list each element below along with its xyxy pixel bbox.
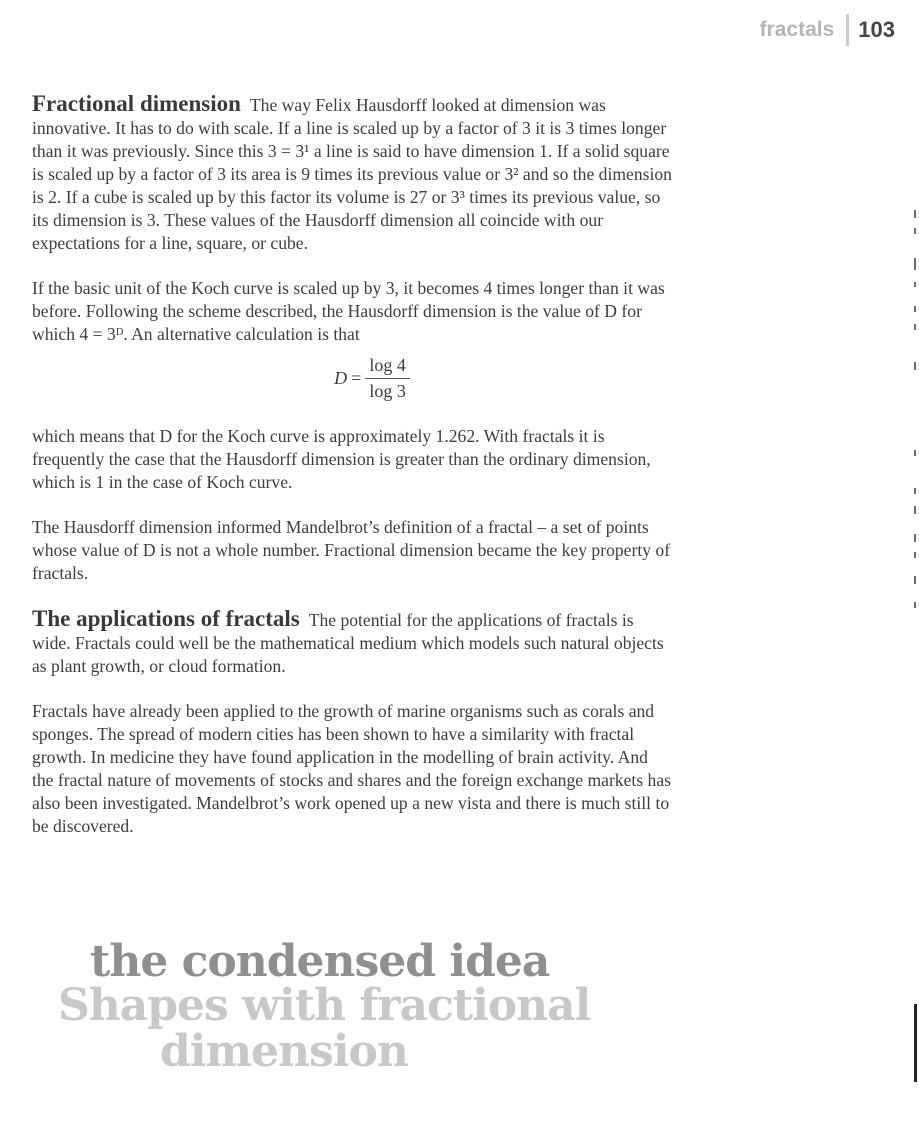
condensed-idea-text (58, 980, 678, 1077)
condensed-idea-box (58, 937, 678, 1075)
page-header (760, 14, 895, 46)
page-edge-bar (914, 1004, 917, 1082)
fractional-dimension-paragraph-2: If the basic unit of the Koch curve is scaled up by 3, it becomes 4 times longer than it was before. Following the scheme described, the Hausdorff dimension is the value of D for which 4 = 3ᴰ. An alternative calculation is that (32, 278, 665, 344)
formula-numerator: log 4 (365, 354, 410, 379)
fd-paragraph-1-text: The way Felix Hausdorff looked at dimension was innovative. It has to do with scale. If a line is scaled up by a factor of 3 it is 3 times longer than it was previously. Since this 3 = 3¹ a line is said to have dimension 1. If a solid square is scaled up by a factor of 3 its area is 9 times its previous value or 3² and so the dimension is 2. If a cube is scaled up by this factor its volume is 27 or 3³ times its previous value, so its dimension is 3. These values of the Hausdorff dimension all coincide with our expectations for a line, square, or cube. (32, 95, 672, 253)
fractional-dimension-paragraph-3: which means that D for the Koch curve is approximately 1.262. With fractals it is frequently the case that the Hausdorff dimension is greater than the ordinary dimension, which is 1 in the case of Koch curve. (32, 426, 651, 492)
edge-mark (914, 258, 916, 270)
fractional-dimension-paragraph-1 (32, 92, 672, 255)
edge-mark (914, 576, 916, 584)
condensed-line-2: dimension (160, 1026, 408, 1077)
hausdorff-formula (52, 354, 692, 403)
applications-paragraph-2: Fractals have already been applied to the growth of marine organisms such as corals and sponges. The spread of modern cities has been shown to have a similarity with fractal growth. In medicine they have found application in the modelling of brain activity. And the fractal nature of movements of stocks and shares and the foreign exchange markets has also been investigated. Mandelbrot’s work opened up a new vista and there is much still to be discovered. (32, 701, 672, 836)
formula-variable: D (334, 368, 348, 388)
section-title: fractals (759, 18, 835, 41)
edge-mark (914, 602, 916, 608)
condensed-line-1: Shapes with fractional (58, 980, 591, 1031)
applications-paragraph-1-text: The potential for the applications of fractals is wide. Fractals could well be the mathematical medium which models such natural objects as plant growth, or cloud formation. (32, 610, 664, 676)
page-edge-marks (911, 0, 919, 1147)
edge-mark (914, 282, 916, 287)
edge-mark (914, 450, 916, 456)
edge-mark (914, 488, 916, 494)
edge-mark (914, 534, 916, 542)
formula-equals: = (351, 368, 362, 388)
applications-heading: The applications of fractals (32, 606, 300, 631)
fractional-dimension-heading: Fractional dimension (32, 91, 241, 116)
edge-mark (914, 552, 916, 558)
main-text (32, 92, 672, 860)
condensed-idea-label: the condensed idea (90, 936, 550, 987)
header-divider (846, 14, 849, 46)
edge-mark (914, 362, 916, 370)
edge-mark (914, 228, 916, 234)
applications-paragraph-1 (32, 607, 672, 678)
page-number: 103 (858, 17, 895, 42)
edge-mark (914, 306, 916, 312)
edge-mark (914, 506, 916, 514)
formula-denominator: log 3 (369, 381, 406, 401)
edge-mark (914, 324, 916, 330)
fractional-dimension-paragraph-4: The Hausdorff dimension informed Mandelbrot’s definition of a fractal – a set of points whose value of D is not a whole number. Fractional dimension became the key property of fractals. (32, 517, 671, 583)
edge-mark (914, 210, 916, 218)
formula-fraction (365, 354, 410, 403)
